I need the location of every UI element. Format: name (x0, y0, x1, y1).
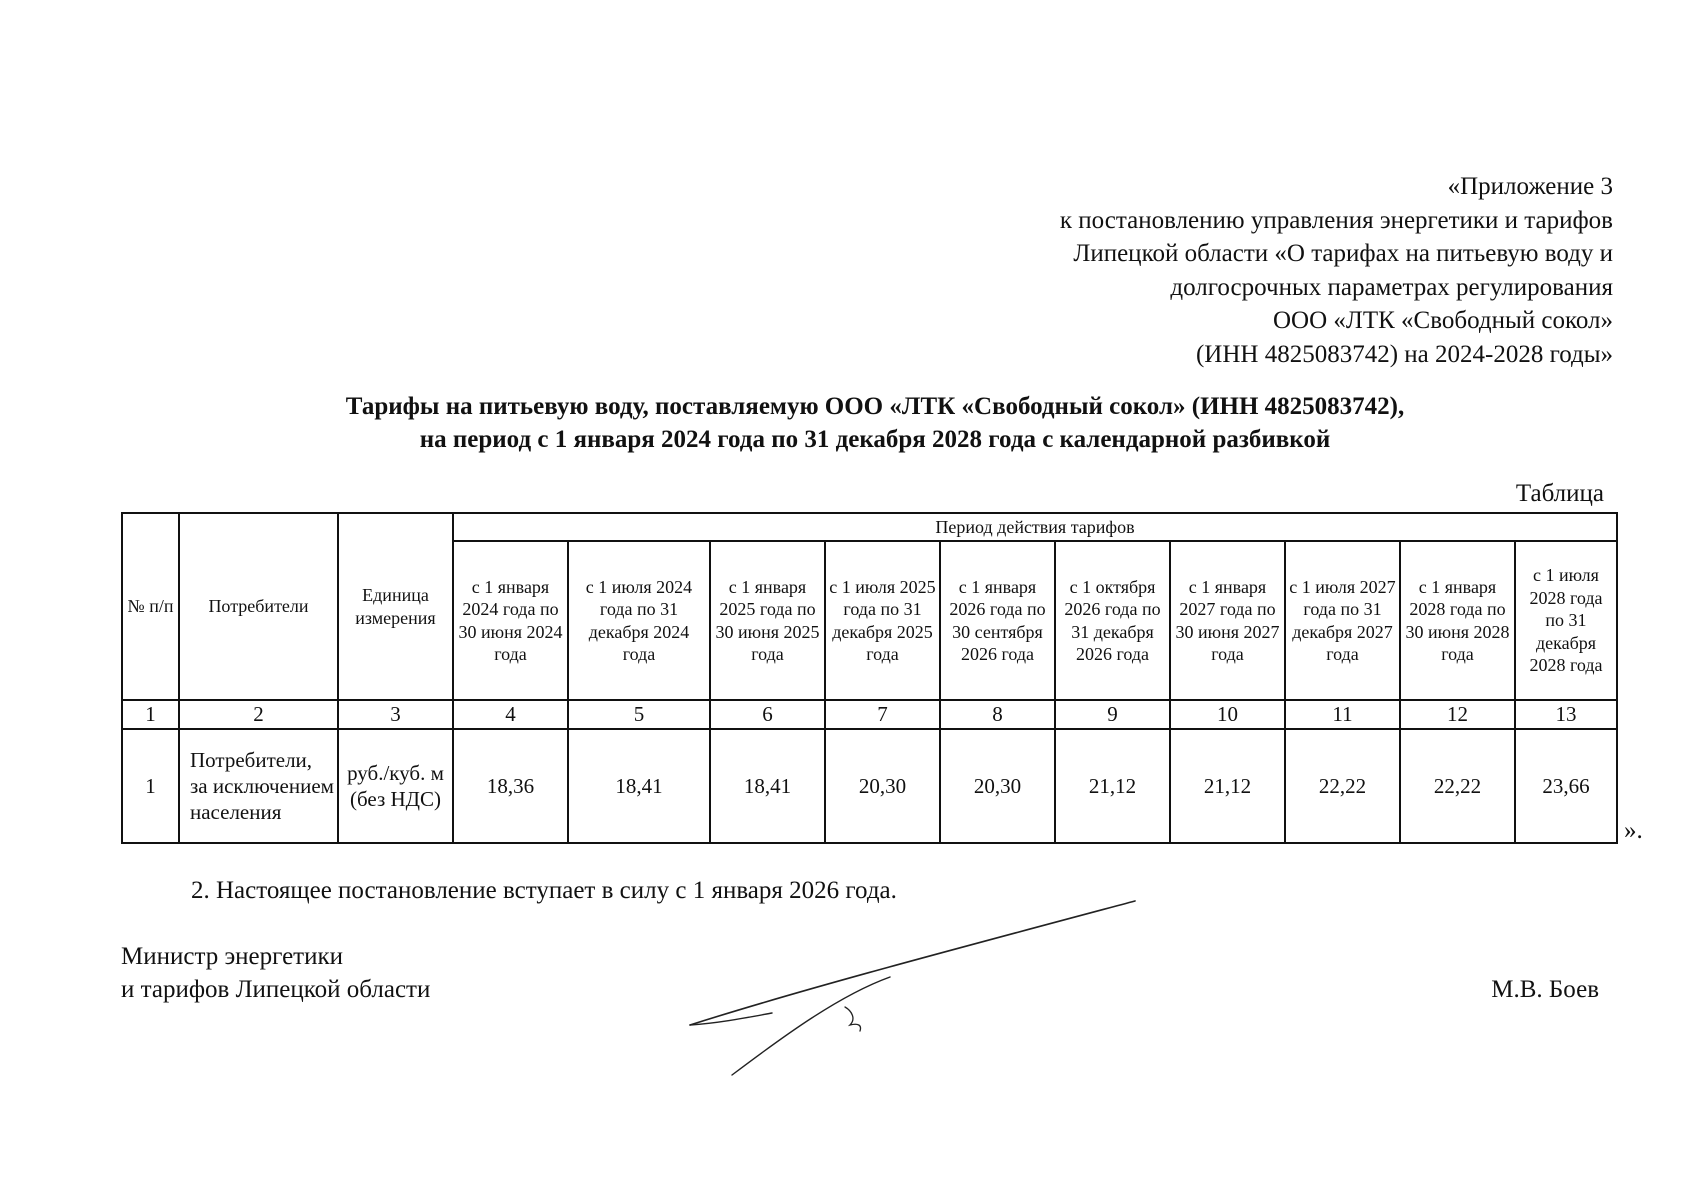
column-number: 7 (825, 700, 940, 729)
signer-title-line1: Министр энергетики (121, 943, 343, 970)
appendix-header (1060, 170, 1613, 371)
column-number: 4 (453, 700, 568, 729)
header-period: с 1 января 2024 года по 30 июня 2024 года (453, 541, 568, 700)
header-unit: Единица измерения (338, 513, 453, 700)
column-number: 3 (338, 700, 453, 729)
tariff-value: 23,66 (1515, 729, 1617, 843)
column-number: 13 (1515, 700, 1617, 729)
tariff-value: 20,30 (825, 729, 940, 843)
tariff-value: 18,41 (568, 729, 710, 843)
row-consumer: Потребители, за исключением населения (179, 729, 338, 843)
document-title-line2: на период с 1 января 2024 года по 31 декабря 2028 года с календарной разбивкой (419, 426, 1331, 453)
header-period-group: Период действия тарифов (453, 513, 1617, 541)
header-period: с 1 января 2026 года по 30 сентября 2026 года (940, 541, 1055, 700)
column-number: 10 (1170, 700, 1285, 729)
column-number: 8 (940, 700, 1055, 729)
appendix-line: Липецкой области «О тарифах на питьевую воду и (1073, 240, 1613, 267)
appendix-line: долгосрочных параметрах регулирования (1170, 273, 1613, 301)
header-consumers: Потребители (179, 513, 338, 700)
column-number: 1 (122, 700, 179, 729)
tariff-value: 20,30 (940, 729, 1055, 843)
table-row (122, 729, 1617, 843)
header-period: с 1 октября 2026 года по 31 декабря 2026 года (1055, 541, 1170, 700)
tariff-value: 21,12 (1170, 729, 1285, 843)
column-number: 11 (1285, 700, 1400, 729)
row-num: 1 (122, 729, 179, 843)
tariff-value: 21,12 (1055, 729, 1170, 843)
row-unit: руб./куб. м (без НДС) (338, 729, 453, 843)
appendix-line: «Приложение 3 (1447, 173, 1613, 200)
effective-date-clause: 2. Настоящее постановление вступает в силу с 1 января 2026 года. (191, 877, 897, 904)
column-number: 9 (1055, 700, 1170, 729)
appendix-line: к постановлению управления энергетики и тарифов (1059, 206, 1613, 234)
tariff-value: 22,22 (1400, 729, 1515, 843)
column-number: 5 (568, 700, 710, 729)
header-period: с 1 июля 2024 года по 31 декабря 2024 года (568, 541, 710, 700)
header-period: с 1 января 2028 года по 30 июня 2028 года (1400, 541, 1515, 700)
signer-name: М.В. Боев (1491, 976, 1599, 1003)
tariff-value: 18,41 (710, 729, 825, 843)
tariff-value: 18,36 (453, 729, 568, 843)
closing-quote: ». (1624, 817, 1643, 844)
table-header-row (122, 513, 1617, 541)
column-number: 12 (1400, 700, 1515, 729)
table-caption: Таблица (1515, 480, 1604, 507)
column-number-row (122, 700, 1617, 729)
tariff-value: 22,22 (1285, 729, 1400, 843)
signer-title-line2: и тарифов Липецкой области (121, 976, 431, 1003)
header-num: № п/п (122, 513, 179, 700)
header-period: с 1 июля 2025 года по 31 декабря 2025 года (825, 541, 940, 700)
document-title (120, 390, 1630, 456)
appendix-line: ООО «ЛТК «Свободный сокол» (1272, 307, 1613, 334)
header-period: с 1 января 2025 года по 30 июня 2025 года (710, 541, 825, 700)
column-number: 2 (179, 700, 338, 729)
column-number: 6 (710, 700, 825, 729)
header-period: с 1 июля 2027 года по 31 декабря 2027 года (1285, 541, 1400, 700)
header-period: с 1 января 2027 года по 30 июня 2027 года (1170, 541, 1285, 700)
header-period: с 1 июля 2028 года по 31 декабря 2028 года (1515, 541, 1617, 700)
appendix-line: (ИНН 4825083742) на 2024-2028 годы» (1195, 340, 1613, 368)
signer-title (121, 940, 430, 1006)
tariffs-table (121, 512, 1618, 844)
document-title-line1: Тарифы на питьевую воду, поставляемую ООО «ЛТК «Свободный сокол» (ИНН 4825083742), (345, 393, 1405, 420)
handwritten-signature (680, 895, 1140, 1085)
